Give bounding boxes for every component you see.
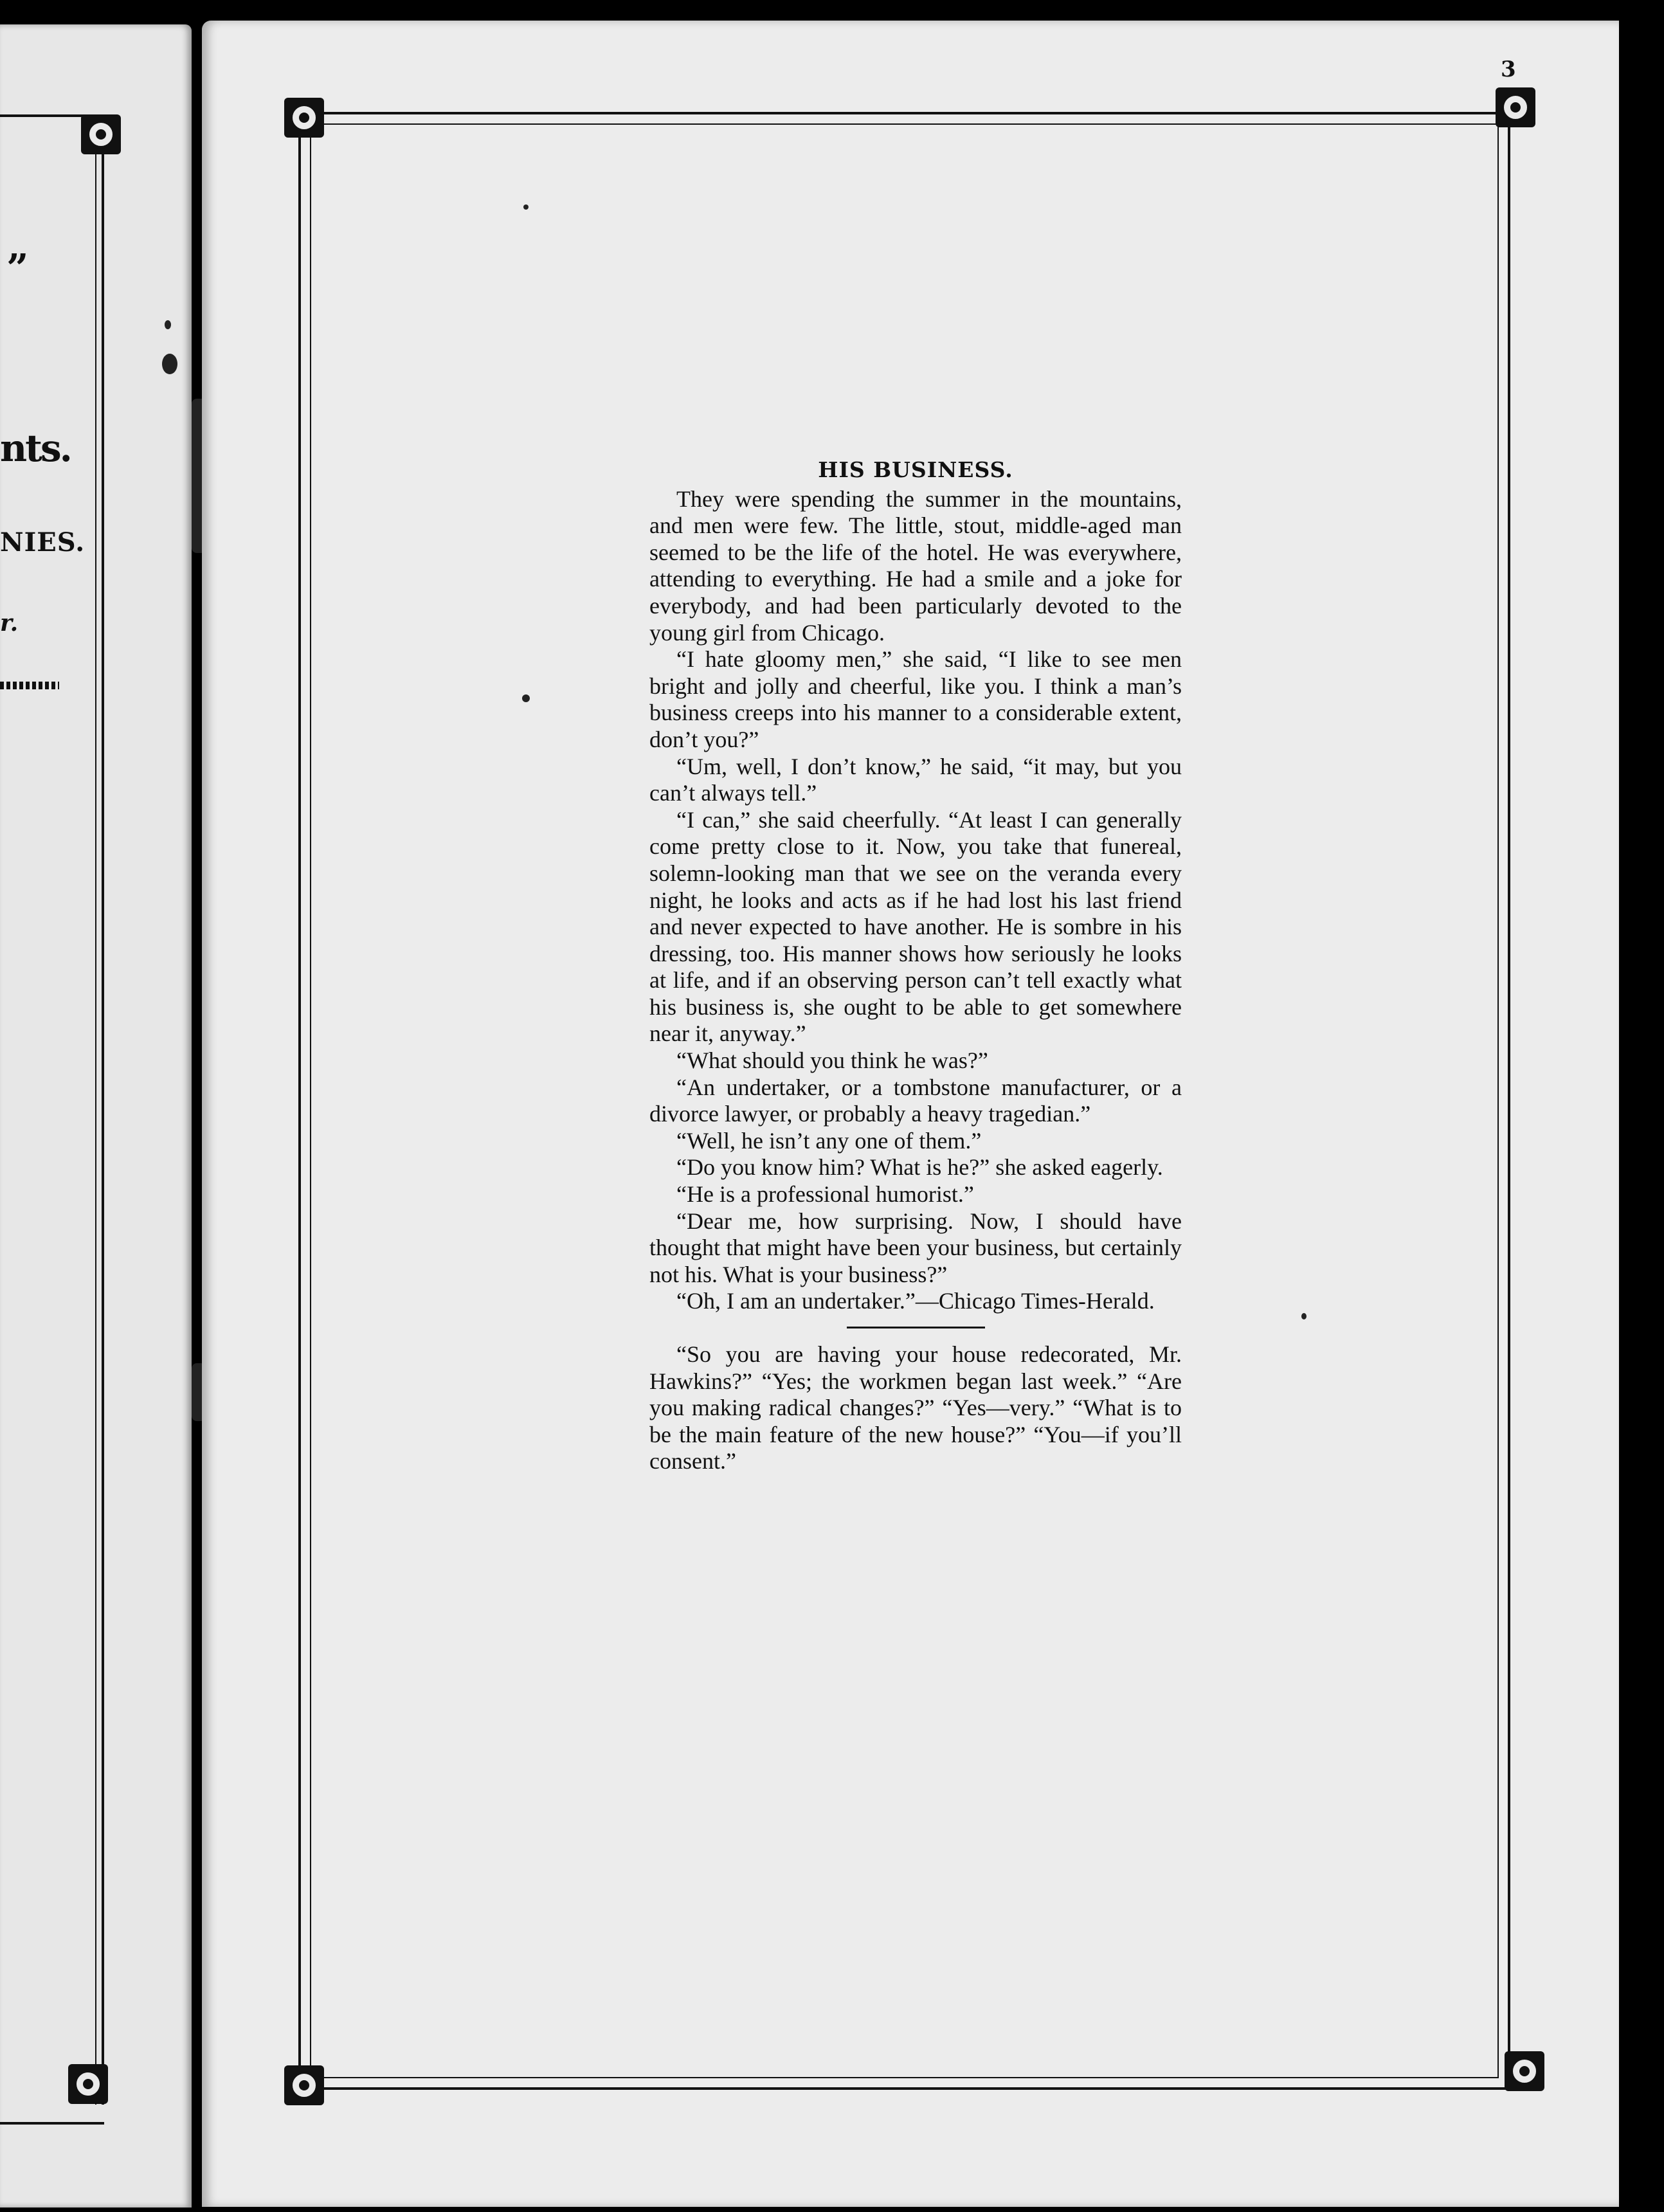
article-paragraph: “Well, he isn’t any one of them.”: [676, 1127, 982, 1154]
corner-ornament-icon: [81, 114, 121, 154]
corner-ornament-icon: [1505, 2051, 1544, 2091]
second-item-paragraph: “So you are having your house redecorated, Mr. Hawkins?” “Yes; the workmen began last week.” “Are you making radical changes?” “Yes—very.” “What is to be the main feature of the new house?” “You—if you’ll consent.”: [649, 1341, 1182, 1474]
left-fragment-text: ”: [6, 246, 29, 291]
left-frame-right-line: [102, 137, 104, 2105]
article-paragraph: “What should you think he was?”: [676, 1047, 988, 1074]
left-frame-bottom-line: [0, 2122, 104, 2125]
left-frame-right-inner-line: [95, 137, 96, 2105]
ink-spot: [165, 320, 171, 329]
left-fragment-text: r.: [0, 610, 19, 637]
corner-ornament-icon: [1496, 87, 1535, 127]
page-number: 3: [1501, 57, 1516, 82]
article-title: HIS BUSINESS.: [818, 457, 1013, 482]
left-fragment-text: NIES.: [0, 527, 86, 558]
article-paragraph: “Dear me, how surprising. Now, I should have thought that might have been your business, but certainly not his. What is your business?”: [649, 1208, 1182, 1287]
ink-spot: [523, 204, 529, 210]
corner-ornament-icon: [284, 98, 324, 138]
article-paragraph: “Um, well, I don’t know,” he said, “it may, but you can’t always tell.”: [649, 753, 1182, 806]
left-page-fragment: [0, 24, 192, 2207]
article-paragraph: “Do you know him? What is he?” she asked eagerly.: [676, 1154, 1163, 1181]
section-divider: [847, 1327, 985, 1328]
article: [649, 457, 1182, 1475]
ink-spot: [1301, 1313, 1307, 1319]
article-paragraph: “I hate gloomy men,” she said, “I like to see men bright and jolly and cheerful, like you. I think a man’s business creeps into his manner to a considerable extent, don’t you?”: [649, 646, 1182, 752]
article-paragraph: “I can,” she said cheerfully. “At least I can generally come pretty close to it. Now, you take that funereal, solemn-looking man that we see on the veranda every night, he looks and acts as if he had lost his last friend and never expected to have another. He is sombre in his dressing, too. His manner shows how seriously he looks at life, and if an observing person can’t tell exactly what his business is, she ought to be able to get somewhere near it, anyway.”: [649, 806, 1182, 1047]
article-paragraph: “Oh, I am an undertaker.”—Chicago Times-Herald.: [676, 1288, 1155, 1314]
article-paragraph: “He is a professional humorist.”: [676, 1181, 974, 1208]
corner-ornament-icon: [68, 2064, 108, 2104]
left-fragment-text: nts.: [0, 426, 71, 470]
article-paragraph: They were spending the summer in the mountains, and men were few. The little, stout, middle-aged man seemed to be the life of the hotel. He was everywhere, attending to everything. He had a smile and a joke for everybody, and had been particularly devoted to the young girl from Chicago.: [649, 485, 1182, 646]
left-decorative-rule: [0, 682, 59, 689]
ink-spot: [522, 694, 530, 702]
article-paragraph: “An undertaker, or a tombstone manufacturer, or a divorce lawyer, or probably a heavy tragedian.”: [649, 1074, 1182, 1127]
corner-ornament-icon: [284, 2065, 324, 2105]
ink-spot: [162, 354, 177, 374]
